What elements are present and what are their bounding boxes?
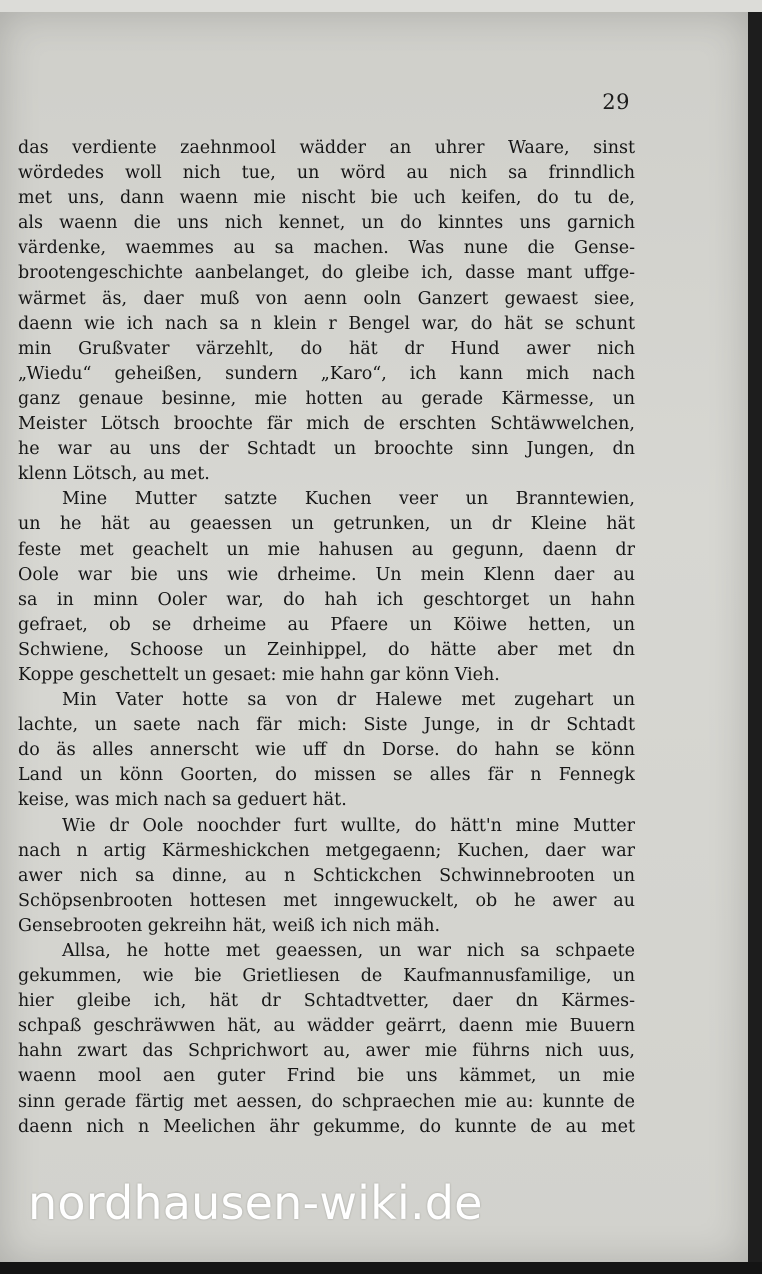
text-line: min Grußvater värzehlt, do hät dr Hund awer nich	[18, 338, 635, 359]
text-line: Meister Lötsch broochte fär mich de erschten Schtäwwelchen,	[18, 414, 635, 435]
text-line: värdenke, waemmes au sa machen. Was nune die Gense-	[18, 238, 635, 259]
text-line: hier gleibe ich, hät dr Schtadtvetter, daer dn Kärmes-	[18, 991, 635, 1012]
text-line: Mine Mutter satzte Kuchen veer un Branntewien,	[62, 489, 635, 510]
scan-bottom-edge	[0, 1262, 762, 1274]
page-number: 29	[602, 90, 630, 114]
text-line: Gensebrooten gekreihn hät, weiß ich nich mäh.	[18, 915, 441, 936]
text-line: gefraet, ob se drheime au Pfaere un Köiwe hetten, un	[18, 614, 635, 635]
text-line: daenn wie ich nach sa n klein r Bengel war, do hät se schunt	[18, 313, 635, 334]
text-line: Oole war bie uns wie drheime. Un mein Klenn daer au	[18, 564, 635, 585]
text-line: brootengeschichte aanbelanget, do gleibe ich, dasse mant uffge-	[18, 263, 635, 284]
text-line: „Wiedu“ geheißen, sundern „Karo“, ich kann mich nach	[18, 363, 635, 384]
scan-right-edge	[748, 12, 762, 1274]
text-line: feste met geachelt un mie hahusen au gegunn, daenn dr	[18, 539, 635, 560]
text-line: Schöpsenbrooten hottesen met inngewuckelt, ob he awer au	[18, 890, 635, 911]
text-line: wördedes woll nich tue, un wörd au nich sa frinndlich	[18, 163, 635, 184]
text-line: sa in minn Ooler war, do hah ich geschtorget un hahn	[18, 589, 635, 610]
text-line: daenn nich n Meelichen ähr gekumme, do kunnte de au met	[18, 1116, 635, 1137]
text-line: Allsa, he hotte met geaessen, un war nich sa schpaete	[62, 941, 635, 961]
text-line: Koppe geschettelt un gesaet: mie hahn gar könn Vieh.	[18, 664, 500, 685]
text-line: schpaß geschräwwen hät, au wädder geärrt, daenn mie Buuern	[18, 1016, 635, 1037]
text-line: hahn zwart das Schprichwort au, awer mie führns nich uus,	[18, 1041, 635, 1062]
text-line: nach n artig Kärmeshickchen metgegaenn; Kuchen, daer war	[18, 840, 635, 861]
text-line: do äs alles annerscht wie uff dn Dorse. do hahn se könn	[18, 740, 635, 761]
text-line: Schwiene, Schoose un Zeinhippel, do hätte aber met dn	[18, 639, 635, 660]
text-line: lachte, un saete nach fär mich: Siste Junge, in dr Schtadt	[18, 715, 635, 736]
text-line: ganz genaue besinne, mie hotten au gerade Kärmesse, un	[18, 388, 635, 409]
watermark: nordhausen-wiki.de	[28, 1176, 483, 1230]
text-line: Wie dr Oole noochder furt wullte, do hätt'n mine Mutter	[62, 815, 635, 836]
text-line: das verdiente zaehnmool wädder an uhrer Waare, sinst	[18, 138, 635, 158]
text-line: he war au uns der Schtadt un broochte sinn Jungen, dn	[18, 439, 635, 460]
text-line: un he hät au geaessen un getrunken, un dr Kleine hät	[18, 514, 635, 535]
text-line: als waenn die uns nich kennet, un do kinntes uns garnich	[18, 213, 635, 234]
text-line: awer nich sa dinne, au n Schtickchen Schwinnebrooten un	[18, 865, 635, 886]
paper-page	[0, 12, 748, 1264]
body-text	[18, 136, 635, 1140]
text-line: waenn mool aen guter Frind bie uns kämmet, un mie	[18, 1066, 635, 1087]
text-line: Min Vater hotte sa von dr Halewe met zugehart un	[62, 690, 635, 711]
text-line: sinn gerade färtig met aessen, do schpraechen mie au: kunnte de	[18, 1091, 635, 1112]
text-line: Land un könn Goorten, do missen se alles fär n Fennegk	[18, 765, 635, 786]
text-line: keise, was mich nach sa geduert hät.	[18, 790, 347, 811]
text-line: met uns, dann waenn mie nischt bie uch keifen, do tu de,	[18, 188, 635, 209]
text-line: gekummen, wie bie Grietliesen de Kaufmannusfamilige, un	[18, 966, 635, 987]
text-line: wärmet äs, daer muß von aenn ooln Ganzert gewaest siee,	[18, 288, 635, 309]
text-line: klenn Lötsch, au met.	[18, 464, 210, 485]
